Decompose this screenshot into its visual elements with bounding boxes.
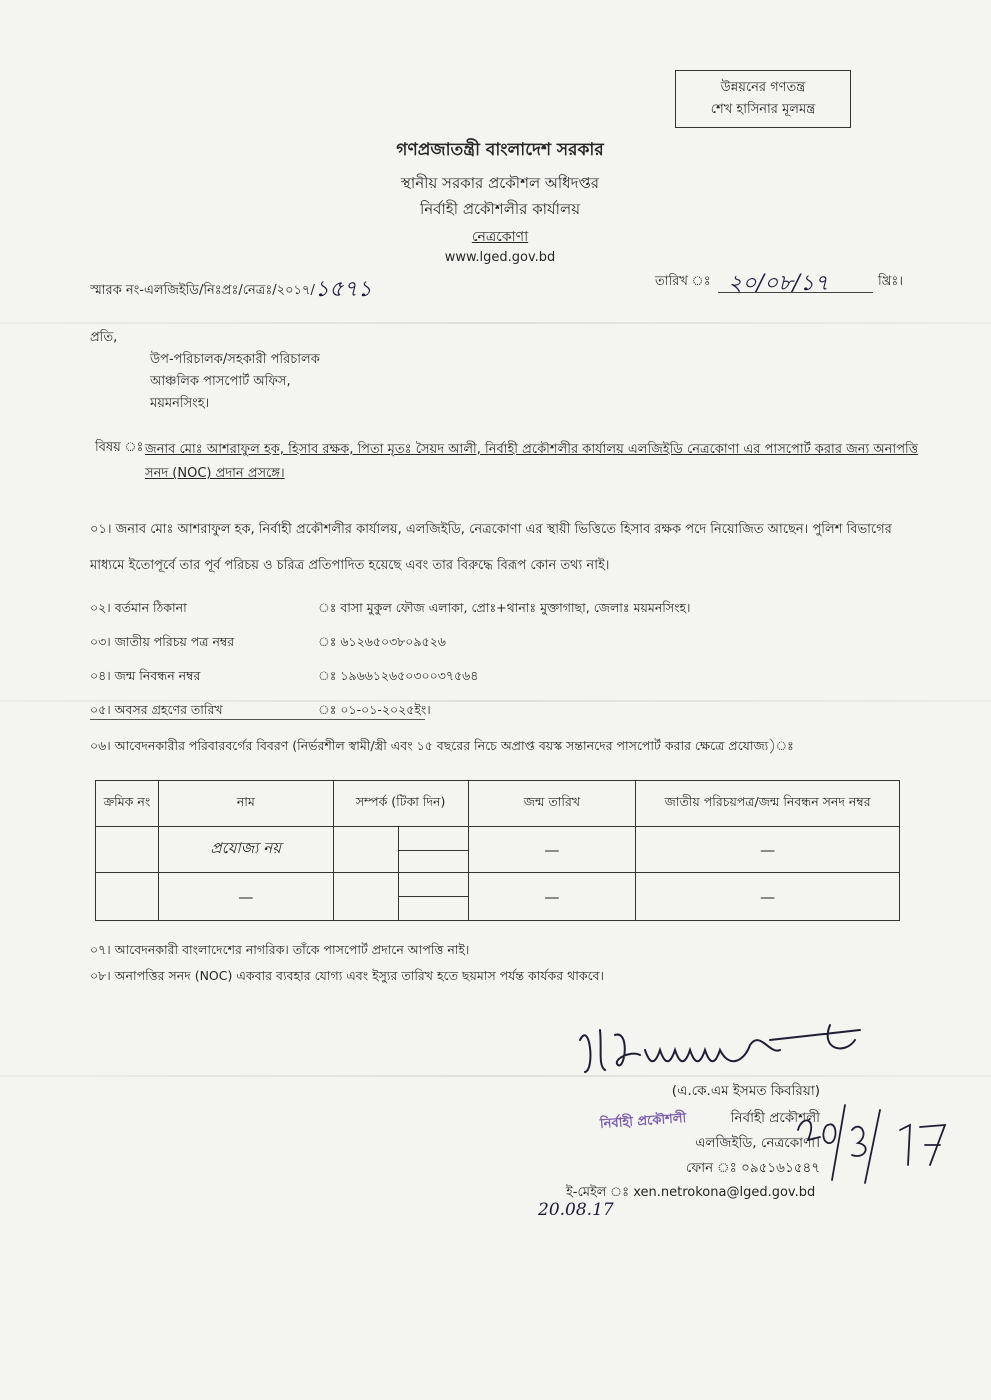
subject-label: বিষয় ঃ: [95, 440, 144, 455]
detail-label-nid: ০৩। জাতীয় পরিচয় পত্র নম্বর: [90, 634, 235, 649]
detail-label-address: ০২। বর্তমান ঠিকানা: [90, 600, 187, 615]
signatory-name: (এ.কে.এম ইসমত কিবরিয়া): [671, 1083, 820, 1099]
cell-relation-c: [398, 897, 468, 921]
signatory-designation: নির্বাহী প্রকৌশলী: [730, 1110, 820, 1126]
cell-serial: [96, 873, 159, 921]
recipient-to: প্রতি,: [90, 330, 118, 345]
cell-relation-a: [333, 827, 398, 873]
department-title: স্থানীয় সরকার প্রকৌশল অধিদপ্তর: [400, 174, 600, 192]
header-name: নাম: [158, 781, 333, 827]
recipient-line-2: আঞ্চলিক পাসপোর্ট অফিস,: [150, 374, 291, 389]
slogan-box: [675, 70, 851, 128]
recipient-line-1: উপ-পরিচালক/সহকারী পরিচালক: [150, 352, 320, 367]
retirement-underline: [90, 719, 425, 720]
paragraph-08: ০৮। অনাপত্তির সনদ (NOC) একবার ব্যবহার যোগ্য এবং ইস্যুর তারিখ হতে ছয়মাস পর্যন্ত কার্যকর থাকবে।: [90, 968, 605, 983]
cell-nid: —: [636, 827, 900, 873]
cell-relation-c: [398, 851, 468, 873]
signatory-phone: ফোন ঃ ০৯৫১৬১৫৪৭: [685, 1160, 820, 1176]
office-stamp: নির্বাহী প্রকৌশলী: [599, 1111, 687, 1132]
handwritten-side-date: [790, 1095, 960, 1190]
paper-fold-line: [0, 322, 991, 324]
slogan-line-1: উন্নয়নের গণতন্ত্র: [720, 80, 806, 95]
cell-dob: —: [468, 827, 636, 873]
signatory-email: ই-মেইল ঃ xen.netrokona@lged.gov.bd: [566, 1185, 816, 1200]
paragraph-07: ০৭। আবেদনকারী বাংলাদেশের নাগরিক। তাঁকে পাসপোর্ট প্রদানে আপত্তি নাই।: [90, 942, 470, 957]
detail-value-address: ঃ বাসা মুকুল ফৌজ এলাকা, প্রোঃ+থানাঃ মুক্তাগাছা, জেলাঃ ময়মনসিংহ।: [318, 600, 691, 615]
detail-label-retirement: ০৫। অবসর গ্রহণের তারিখ: [90, 702, 223, 717]
detail-label-birth-reg: ০৪। জন্ম নিবন্ধন নম্বর: [90, 668, 201, 683]
slogan-line-2: শেখ হাসিনার মূলমন্ত্র: [710, 102, 816, 117]
recipient-line-3: ময়মনসিংহ।: [150, 396, 210, 411]
date-label: তারিখ ঃ: [655, 274, 711, 289]
cell-relation-a: [333, 873, 398, 921]
header-nid: জাতীয় পরিচয়পত্র/জন্ম নিবন্ধন সনদ নম্বর: [636, 781, 900, 827]
cell-relation-b: [398, 827, 468, 851]
family-details-table: [95, 780, 900, 921]
memo-handwritten-number: ১৫৭১: [314, 277, 372, 302]
cell-name: —: [158, 873, 333, 921]
district-title: নেত্রকোণা: [471, 229, 529, 245]
government-title: গণপ্রজাতন্ত্রী বাংলাদেশ সরকার: [396, 140, 604, 160]
signatory-office: এলজিইডি, নেত্রকোণা।: [695, 1135, 820, 1151]
detail-value-birth-reg: ঃ ১৯৬৬১২৬৫০৩০০৩৭৫৬৪: [318, 668, 479, 683]
date-suffix: খ্রিঃ।: [878, 274, 903, 289]
cell-nid: —: [636, 873, 900, 921]
detail-value-nid: ঃ ৬১২৬৫০৩৮০৯৫২৬: [318, 634, 446, 649]
memo-number: [90, 270, 372, 307]
table-row: [96, 873, 900, 897]
handwritten-bottom-date: 20.08.17: [538, 1200, 614, 1220]
memo-label: স্মারক নং-এলজিইডি/নিঃপ্রঃ/নেত্রঃ/২০১৭/: [90, 283, 315, 298]
header-serial: ক্রমিক নং: [96, 781, 159, 827]
paragraph-01: ০১। জনাব মোঃ আশরাফুল হক, নির্বাহী প্রকৌশলীর কার্যালয়, এলজিইডি, নেত্রকোণা এর স্থায়ী ভিত্তিতে হিসাব রক্ষক পদে নিয়োজিত আছেন। পুলিশ বিভাগের মাধ্যমে ইতোপূর্বে তার পূর্ব পরিচয় ও চরিত্র প্রতিপাদিত হয়েছে এবং তার বিরুদ্ধে বিরূপ কোন তথ্য নাই।: [90, 522, 892, 573]
handwritten-signature: [570, 1010, 870, 1085]
cell-relation-b: [398, 873, 468, 897]
handwritten-date: ২০/০৮/১৭: [728, 271, 829, 296]
paragraph-06: ০৬। আবেদনকারীর পরিবারবর্গের বিবরণ (নির্ভরশীল স্বামী/স্ত্রী এবং ১৫ বছরের নিচে অপ্রাপ্ত বয়স্ক সন্তানদের পাসপোর্ট করার ক্ষেত্রে প্রযোজ্য)ঃ: [90, 738, 794, 753]
cell-serial: [96, 827, 159, 873]
cell-dob: —: [468, 873, 636, 921]
detail-value-retirement: ঃ ০১-০১-২০২৫ইং।: [318, 702, 431, 717]
subject-text: জনাব মোঃ আশরাফুল হক, হিসাব রক্ষক, পিতা মৃতঃ সৈয়দ আলী, নির্বাহী প্রকৌশলীর কার্যালয় এলজিইডি নেত্রকোণা এর পাসপোর্ট করার জন্য অনাপত্তি সনদ (NOC) প্রদান প্রসঙ্গে।: [145, 442, 919, 481]
header-relation: সম্পর্ক (টিকা দিন): [333, 781, 468, 827]
office-title: নির্বাহী প্রকৌশলীর কার্যালয়: [419, 200, 581, 218]
website: www.lged.gov.bd: [444, 250, 556, 265]
cell-name: প্রযোজ্য নয়: [158, 827, 333, 873]
table-row: [96, 827, 900, 851]
table-header-row: [96, 781, 900, 827]
header-dob: জন্ম তারিখ: [468, 781, 636, 827]
